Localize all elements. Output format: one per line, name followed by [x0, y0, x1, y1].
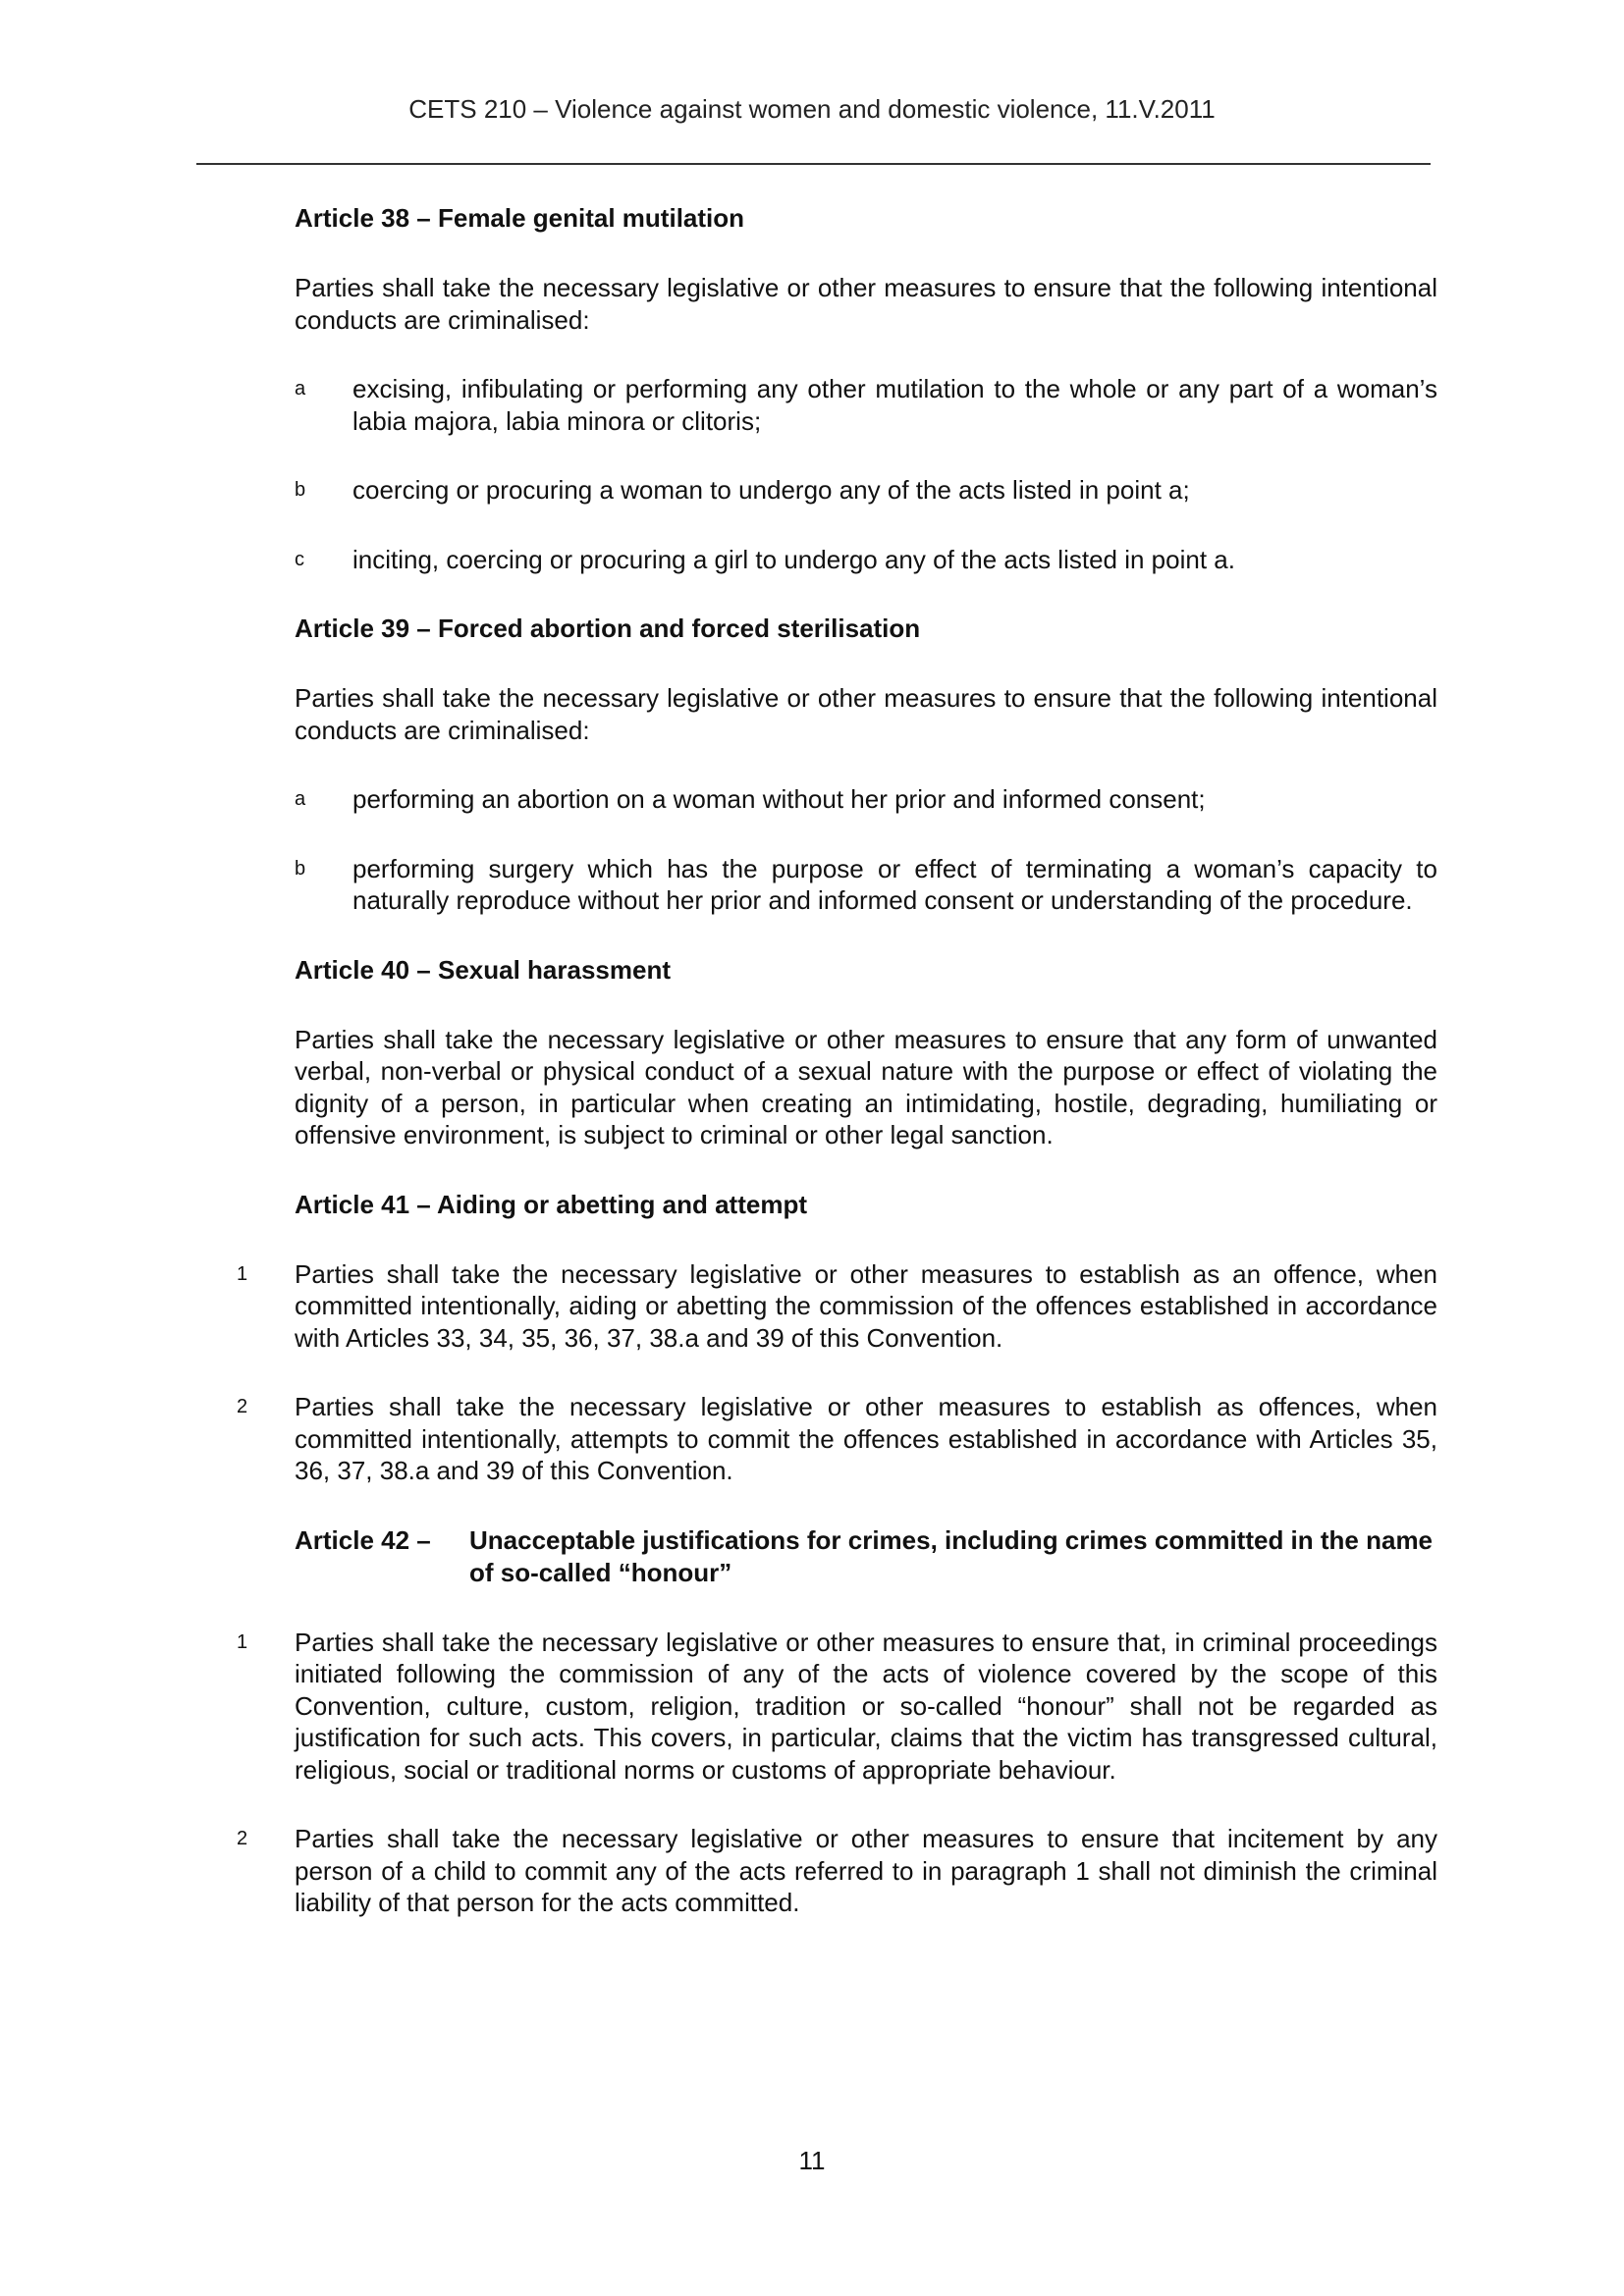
numbered-paragraph	[237, 1391, 1437, 1487]
paragraph-text: Parties shall take the necessary legislative or other measures to ensure that incitement by any person of a child to commit any of the acts referred to in paragraph 1 shall not diminish the criminal liability of that person for the acts committed.	[295, 1824, 1437, 1917]
document-body	[237, 202, 1437, 1956]
list-item-text: performing an abortion on a woman without her prior and informed consent;	[352, 784, 1206, 814]
list-item	[295, 544, 1437, 576]
paragraph-text: Parties shall take the necessary legislative or other measures to establish as an offence, when committed intentionally, aiding or abetting the commission of the offences established in accordance with Articles 33, 34, 35, 36, 37, 38.a and 39 of this Convention.	[295, 1258, 1437, 1353]
page-header: CETS 210 – Violence against women and domestic violence, 11.V.2011	[408, 94, 1216, 124]
list-item-text: coercing or procuring a woman to undergo any of the acts listed in point a;	[352, 475, 1190, 505]
list-marker: b	[295, 479, 306, 501]
article-39-intro: Parties shall take the necessary legislative or other measures to ensure that the following intentional conducts are criminalised:	[295, 683, 1437, 745]
list-item	[295, 373, 1437, 437]
article-42-heading	[295, 1524, 1437, 1589]
list-marker: c	[295, 548, 304, 570]
list-item	[295, 474, 1437, 507]
list-item	[295, 783, 1437, 816]
paragraph-number: 1	[237, 1630, 248, 1653]
numbered-paragraph	[237, 1823, 1437, 1919]
paragraph-number: 1	[237, 1262, 248, 1285]
article-42-heading-number: Article 42 –	[295, 1524, 431, 1555]
list-marker: a	[295, 378, 306, 400]
paragraph-number: 2	[237, 1828, 248, 1849]
list-marker: a	[295, 788, 306, 810]
list-marker: b	[295, 857, 306, 880]
header-rule	[196, 163, 1431, 165]
list-item-text: performing surgery which has the purpose or effect of terminating a woman’s capacity to naturally reproduce without her prior and informed consent or understanding of the procedure.	[352, 853, 1437, 915]
list-item	[295, 853, 1437, 917]
numbered-paragraph	[237, 1627, 1437, 1787]
article-38-heading: Article 38 – Female genital mutilation	[295, 203, 745, 233]
page-number: 11	[798, 2146, 826, 2175]
list-item-text: excising, infibulating or performing any other mutilation to the whole or any part of a woman’s labia majora, labia minora or clitoris;	[352, 374, 1437, 436]
article-39-heading: Article 39 – Forced abortion and forced sterilisation	[295, 614, 921, 643]
paragraph-text: Parties shall take the necessary legislative or other measures to ensure that, in criminal proceedings initiated following the commission of any of the acts of violence covered by the scope of this Convention, culture, custom, religion, tradition or so-called “honour” shall not be regarded as justification for such acts. This covers, in particular, claims that the victim has transgressed cultural, religious, social or traditional norms or customs of appropriate behaviour.	[295, 1627, 1437, 1785]
paragraph-number: 2	[237, 1396, 248, 1417]
paragraph-text: Parties shall take the necessary legislative or other measures to establish as offences, when committed intentionally, attempts to commit the offences established in accordance with Articles 35, 36, 37, 38.a and 39 of this Convention.	[295, 1392, 1437, 1485]
article-41-heading: Article 41 – Aiding or abetting and attempt	[295, 1189, 807, 1219]
article-38-intro: Parties shall take the necessary legislative or other measures to ensure that the following intentional conducts are criminalised:	[295, 273, 1437, 335]
article-40-body: Parties shall take the necessary legislative or other measures to ensure that any form of unwanted verbal, non-verbal or physical conduct of a sexual nature with the purpose or effect of violating the dignity of a person, in particular when creating an intimidating, hostile, degrading, humiliating or offensive environment, is subject to criminal or other legal sanction.	[295, 1024, 1437, 1149]
article-40-heading: Article 40 – Sexual harassment	[295, 954, 671, 985]
numbered-paragraph	[237, 1258, 1437, 1355]
article-42-heading-title: Unacceptable justifications for crimes, including crimes committed in the name of so-called “honour”	[469, 1524, 1434, 1587]
list-item-text: inciting, coercing or procuring a girl to undergo any of the acts listed in point a.	[352, 544, 1235, 574]
